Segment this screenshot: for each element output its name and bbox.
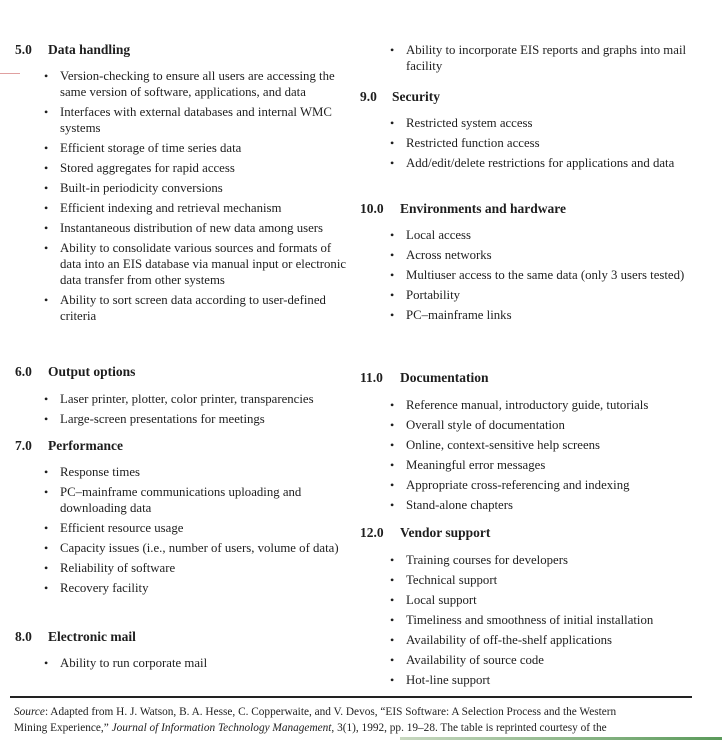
item-text: Across networks bbox=[406, 248, 492, 262]
section-title: Documentation bbox=[400, 370, 489, 385]
bullet-icon: • bbox=[390, 498, 395, 512]
bullet-icon: • bbox=[390, 156, 395, 170]
section-number: 10.0 bbox=[360, 201, 384, 216]
item-text: Meaningful error messages bbox=[406, 458, 546, 472]
item-text: Built-in periodicity conversions bbox=[60, 181, 223, 195]
list-item bbox=[390, 437, 715, 453]
section-heading-electronic-mail bbox=[15, 629, 136, 645]
item-text: Efficient indexing and retrieval mechanism bbox=[60, 201, 282, 215]
item-text: Stored aggregates for rapid access bbox=[60, 161, 235, 175]
section-heading-environments-hardware bbox=[360, 201, 566, 217]
item-text: Local support bbox=[406, 593, 477, 607]
item-text: Interfaces with external databases and internal WMC systems bbox=[60, 105, 332, 135]
item-text: Ability to incorporate EIS reports and graphs into mail facility bbox=[406, 43, 687, 73]
section-number: 9.0 bbox=[360, 89, 377, 104]
list-item bbox=[44, 292, 349, 324]
section-heading-data-handling bbox=[15, 42, 130, 58]
bullet-icon: • bbox=[390, 613, 395, 627]
item-text: Hot-line support bbox=[406, 673, 491, 687]
list-item bbox=[44, 391, 349, 407]
item-text: Capacity issues (i.e., number of users, volume of data) bbox=[60, 541, 339, 555]
list-item bbox=[44, 484, 349, 516]
bullet-icon: • bbox=[44, 221, 49, 235]
item-text: Reference manual, introductory guide, tutorials bbox=[406, 398, 649, 412]
section-title: Vendor support bbox=[400, 525, 491, 540]
bullet-icon: • bbox=[390, 593, 395, 607]
bullet-icon: • bbox=[390, 418, 395, 432]
bullet-icon: • bbox=[390, 438, 395, 452]
bullet-icon: • bbox=[44, 141, 49, 155]
item-text: Ability to run corporate mail bbox=[60, 656, 208, 670]
list-item bbox=[390, 417, 715, 433]
source-text: : Adapted from H. J. Watson, B. A. Hesse, C. Copperwaite, and V. Devos, “EIS Software: A Selection Process and the Western bbox=[44, 706, 617, 718]
item-text: Ability to consolidate various sources and formats of data into an EIS database via manual input or electronic data transfer from other systems bbox=[60, 241, 347, 287]
list-item bbox=[44, 580, 349, 596]
section-number: 12.0 bbox=[360, 525, 384, 540]
bullet-icon: • bbox=[44, 561, 49, 575]
list-item bbox=[390, 397, 715, 413]
source-note bbox=[14, 704, 714, 736]
list-item bbox=[390, 477, 715, 493]
bullet-icon: • bbox=[390, 43, 395, 57]
bullet-icon: • bbox=[44, 412, 49, 426]
item-text: Restricted system access bbox=[406, 116, 533, 130]
item-text: Appropriate cross-referencing and indexing bbox=[406, 478, 630, 492]
bullet-icon: • bbox=[44, 241, 49, 255]
item-text: Ability to sort screen data according to user-defined criteria bbox=[60, 293, 326, 323]
continued-list-electronic-mail bbox=[390, 42, 710, 78]
section-list-documentation bbox=[390, 397, 715, 517]
item-text: Portability bbox=[406, 288, 461, 302]
section-title: Environments and hardware bbox=[400, 201, 567, 216]
bullet-icon: • bbox=[390, 228, 395, 242]
list-item bbox=[390, 287, 715, 303]
section-heading-performance bbox=[15, 438, 123, 454]
bullet-icon: • bbox=[44, 392, 49, 406]
bullet-icon: • bbox=[390, 673, 395, 687]
bullet-icon: • bbox=[390, 633, 395, 647]
list-item bbox=[44, 560, 349, 576]
section-list-security bbox=[390, 115, 715, 175]
list-item bbox=[390, 572, 715, 588]
bullet-icon: • bbox=[390, 398, 395, 412]
section-title: Data handling bbox=[48, 42, 131, 57]
list-item bbox=[390, 115, 715, 131]
list-item bbox=[390, 632, 715, 648]
list-item bbox=[390, 497, 715, 513]
list-item bbox=[44, 655, 349, 671]
list-item bbox=[390, 307, 715, 323]
bullet-icon: • bbox=[390, 653, 395, 667]
list-item bbox=[44, 200, 349, 216]
source-label: Source bbox=[14, 706, 45, 718]
list-item bbox=[44, 68, 349, 100]
bullet-icon: • bbox=[44, 541, 49, 555]
list-item bbox=[390, 155, 715, 171]
item-text: Instantaneous distribution of new data among users bbox=[60, 221, 323, 235]
item-text: Large-screen presentations for meetings bbox=[60, 412, 265, 426]
table-bottom-rule bbox=[10, 696, 692, 698]
list-item bbox=[44, 104, 349, 136]
item-text: Efficient storage of time series data bbox=[60, 141, 242, 155]
bullet-icon: • bbox=[44, 201, 49, 215]
list-item bbox=[390, 42, 710, 74]
list-item bbox=[390, 652, 715, 668]
bullet-icon: • bbox=[44, 293, 49, 307]
source-line-2 bbox=[14, 720, 714, 736]
section-list-output-options bbox=[44, 391, 349, 431]
bullet-icon: • bbox=[44, 656, 49, 670]
item-text: Restricted function access bbox=[406, 136, 540, 150]
list-item bbox=[44, 520, 349, 536]
list-item bbox=[390, 267, 715, 283]
bullet-icon: • bbox=[390, 308, 395, 322]
bullet-icon: • bbox=[390, 553, 395, 567]
item-text: Reliability of software bbox=[60, 561, 176, 575]
bullet-icon: • bbox=[390, 248, 395, 262]
item-text: PC–mainframe links bbox=[406, 308, 512, 322]
list-item bbox=[390, 592, 715, 608]
item-text: Technical support bbox=[406, 573, 498, 587]
item-text: Stand-alone chapters bbox=[406, 498, 513, 512]
list-item bbox=[390, 457, 715, 473]
item-text: Training courses for developers bbox=[406, 553, 568, 567]
item-text: Add/edit/delete restrictions for applications and data bbox=[406, 156, 675, 170]
bullet-icon: • bbox=[390, 478, 395, 492]
section-list-data-handling bbox=[44, 68, 349, 328]
list-item bbox=[390, 672, 715, 688]
list-item bbox=[44, 464, 349, 480]
section-list-vendor-support bbox=[390, 552, 715, 692]
bullet-icon: • bbox=[390, 573, 395, 587]
bullet-icon: • bbox=[44, 581, 49, 595]
list-item bbox=[390, 135, 715, 151]
bullet-icon: • bbox=[390, 268, 395, 282]
list-item bbox=[44, 240, 349, 288]
source-text: , 3(1), 1992, pp. 19–28. The table is reprinted courtesy of the bbox=[331, 722, 607, 734]
item-text: Timeliness and smoothness of initial installation bbox=[406, 613, 654, 627]
bullet-icon: • bbox=[44, 69, 49, 83]
section-title: Electronic mail bbox=[48, 629, 136, 644]
bullet-icon: • bbox=[44, 485, 49, 499]
source-text: Mining Experience,” bbox=[14, 722, 112, 734]
section-heading-vendor-support bbox=[360, 525, 490, 541]
item-text: Response times bbox=[60, 465, 140, 479]
section-number: 11.0 bbox=[360, 370, 383, 385]
bullet-icon: • bbox=[44, 161, 49, 175]
item-text: Availability of off-the-shelf applications bbox=[406, 633, 612, 647]
journal-title: Journal of Information Technology Management bbox=[111, 722, 332, 734]
bullet-icon: • bbox=[390, 116, 395, 130]
bullet-icon: • bbox=[44, 105, 49, 119]
item-text: Local access bbox=[406, 228, 472, 242]
list-item bbox=[390, 552, 715, 568]
bullet-icon: • bbox=[390, 136, 395, 150]
list-item bbox=[44, 140, 349, 156]
item-text: Laser printer, plotter, color printer, transparencies bbox=[60, 392, 314, 406]
list-item bbox=[44, 411, 349, 427]
section-number: 7.0 bbox=[15, 438, 32, 453]
source-line-1 bbox=[14, 704, 714, 720]
section-heading-security bbox=[360, 89, 440, 105]
item-text: Efficient resource usage bbox=[60, 521, 184, 535]
section-number: 8.0 bbox=[15, 629, 32, 644]
section-number: 6.0 bbox=[15, 364, 32, 379]
list-item bbox=[390, 612, 715, 628]
bullet-icon: • bbox=[390, 458, 395, 472]
section-list-performance bbox=[44, 464, 349, 600]
item-text: Overall style of documentation bbox=[406, 418, 565, 432]
item-text: Availability of source code bbox=[406, 653, 544, 667]
section-title: Security bbox=[392, 89, 440, 104]
item-text: Multiuser access to the same data (only 3 users tested) bbox=[406, 268, 685, 282]
list-item bbox=[390, 227, 715, 243]
bullet-icon: • bbox=[44, 521, 49, 535]
section-number: 5.0 bbox=[15, 42, 32, 57]
item-text: Recovery facility bbox=[60, 581, 149, 595]
item-text: Online, context-sensitive help screens bbox=[406, 438, 601, 452]
item-text: PC–mainframe communications uploading and downloading data bbox=[60, 485, 302, 515]
bullet-icon: • bbox=[44, 465, 49, 479]
margin-mark bbox=[0, 73, 20, 74]
section-list-environments-hardware bbox=[390, 227, 715, 327]
list-item bbox=[44, 540, 349, 556]
list-item bbox=[44, 160, 349, 176]
list-item bbox=[390, 247, 715, 263]
list-item bbox=[44, 220, 349, 236]
bullet-icon: • bbox=[44, 181, 49, 195]
section-title: Performance bbox=[48, 438, 123, 453]
item-text: Version-checking to ensure all users are accessing the same version of software, applications, and data bbox=[60, 69, 335, 99]
list-item bbox=[44, 180, 349, 196]
bullet-icon: • bbox=[390, 288, 395, 302]
section-list-electronic-mail bbox=[44, 655, 349, 675]
section-title: Output options bbox=[48, 364, 136, 379]
section-heading-output-options bbox=[15, 364, 135, 380]
section-heading-documentation bbox=[360, 370, 489, 386]
